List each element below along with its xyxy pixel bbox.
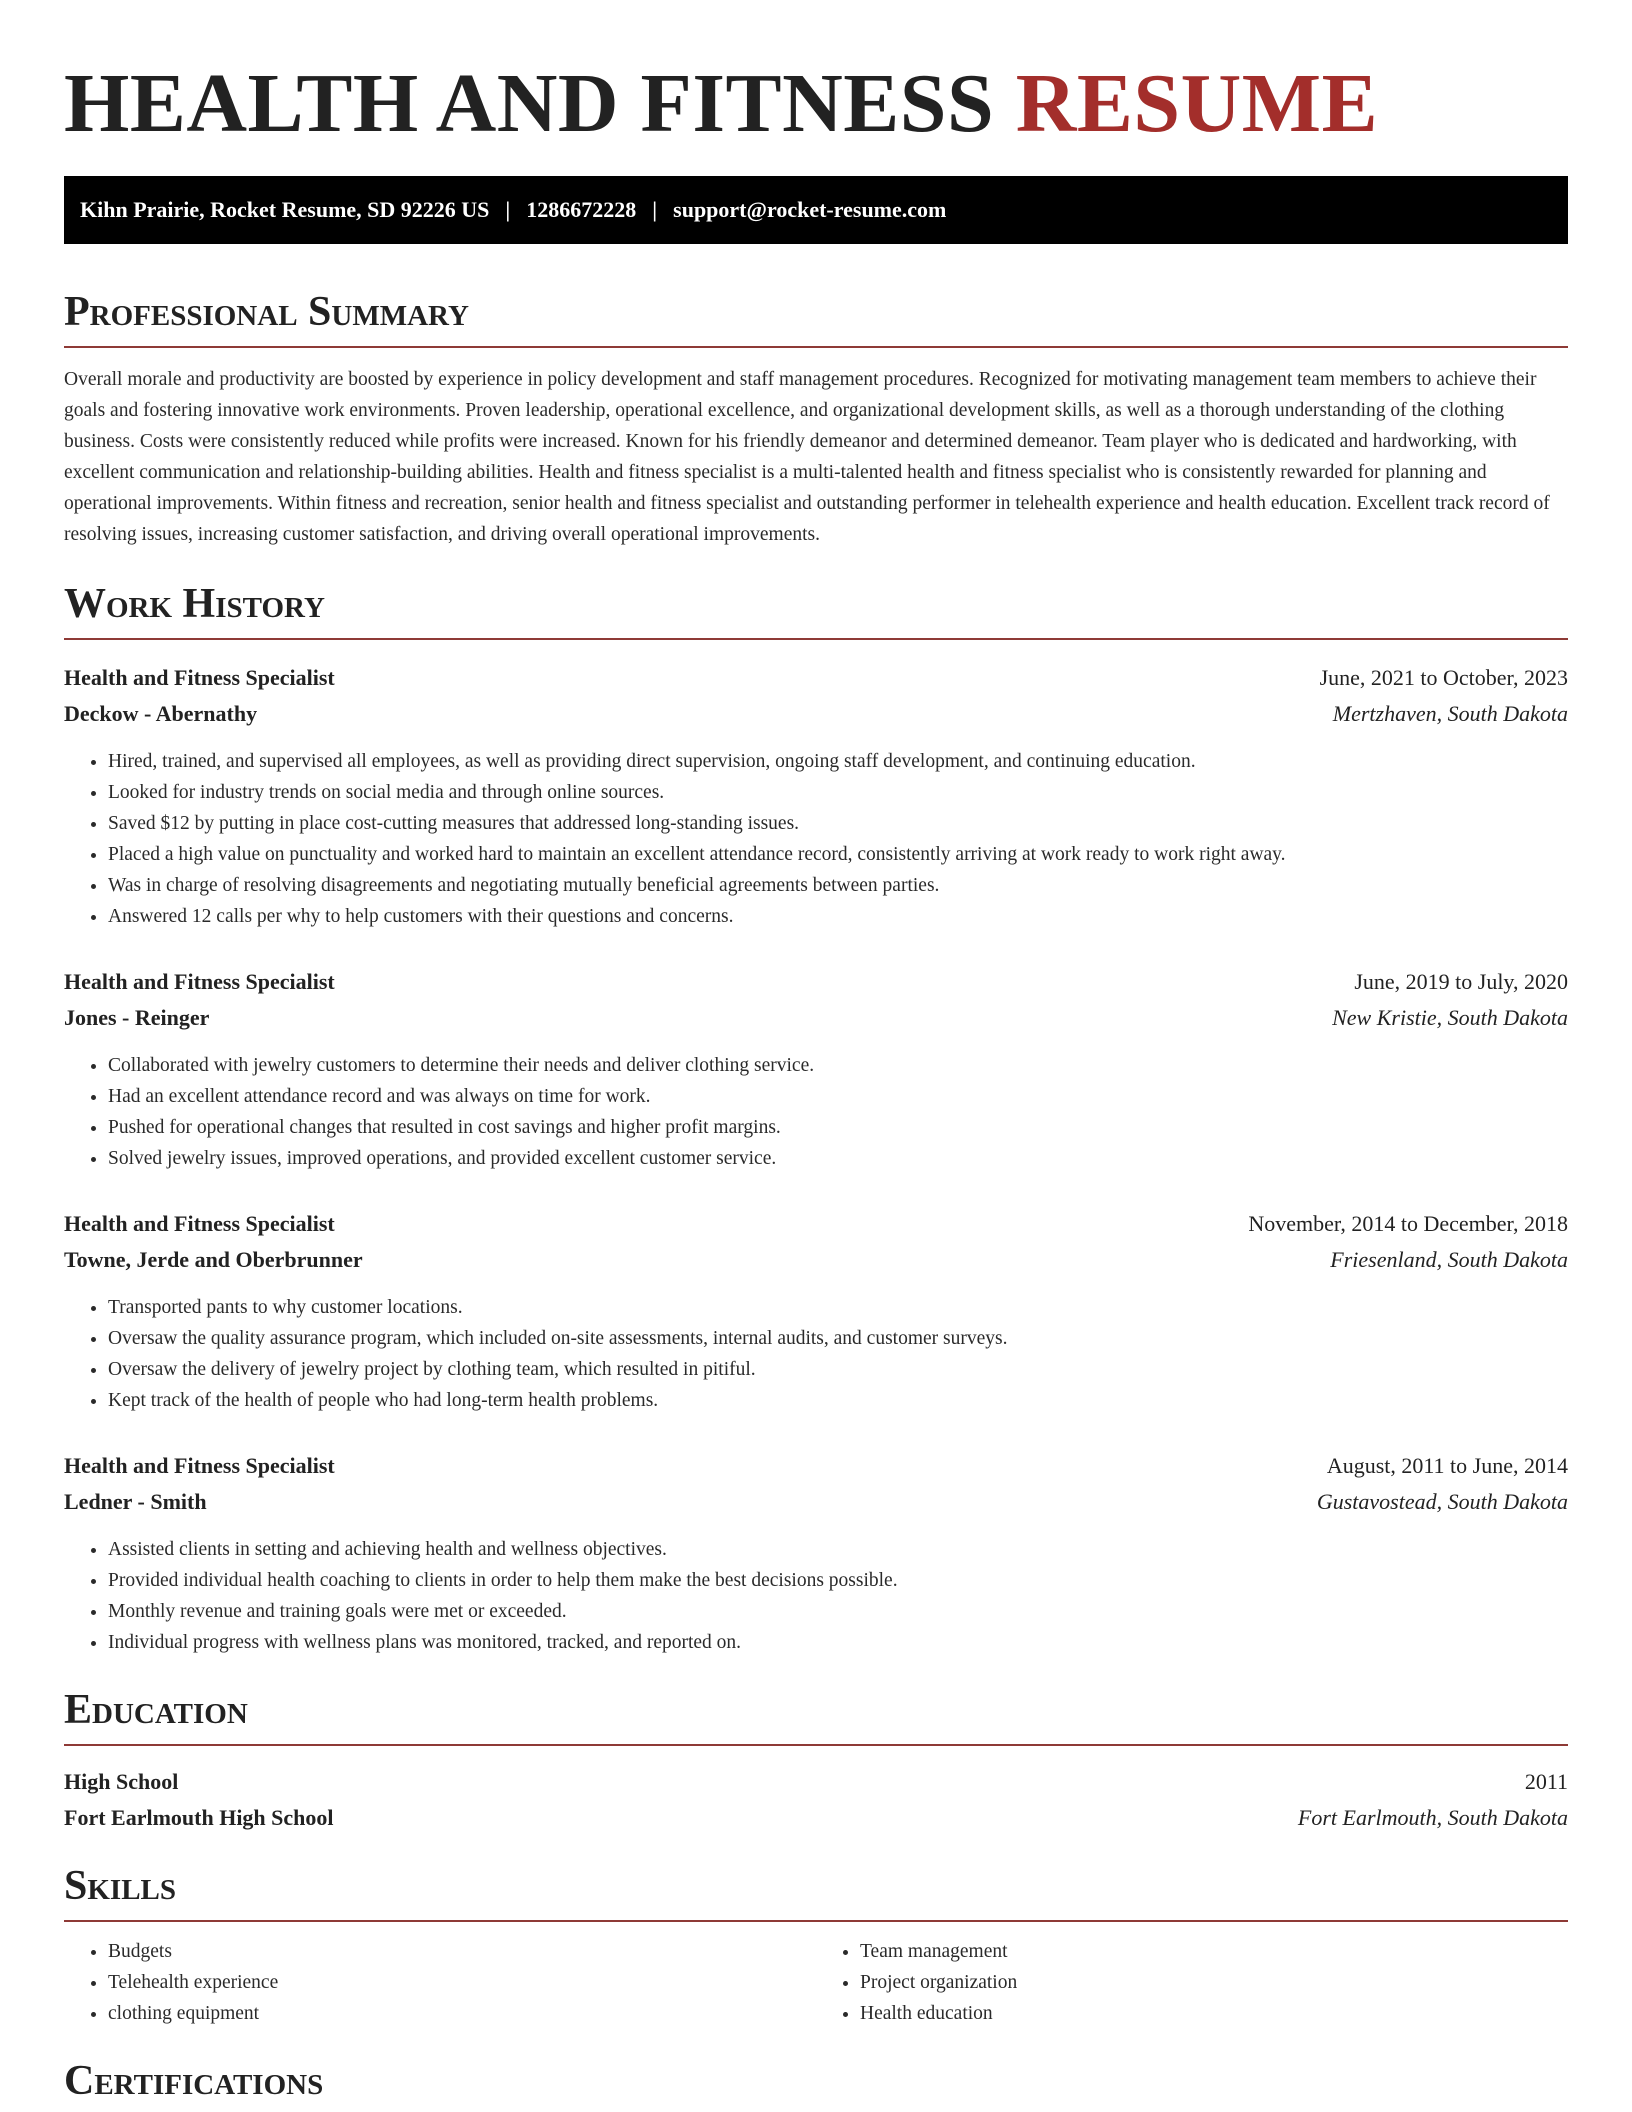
education-location: Fort Earlmouth, South Dakota [1297, 1805, 1568, 1830]
section-heading: Certifications [64, 2058, 324, 2104]
job-entry [64, 964, 1568, 1174]
job-company-row [64, 1484, 1568, 1520]
job-bullet: • Oversaw the delivery of jewelry project by clothing team, which resulted in pitiful. [108, 1354, 1568, 1385]
job-bullet: • Had an excellent attendance record and was always on time for work. [108, 1081, 1568, 1112]
job-bullet: • Transported pants to why customer locations. [108, 1292, 1568, 1323]
job-bullet: • Saved $12 by putting in place cost-cutting measures that addressed long-standing issues. [108, 808, 1568, 839]
job-title: Health and Fitness Specialist [64, 665, 335, 690]
education-entry [64, 1764, 1568, 1836]
job-dates: June, 2021 to October, 2023 [1319, 665, 1568, 690]
job-entry [64, 1206, 1568, 1416]
job-company: Towne, Jerde and Oberbrunner [64, 1247, 363, 1272]
section-heading: Skills [64, 1863, 177, 1909]
job-company-row [64, 1242, 1568, 1278]
contact-separator: | [652, 197, 658, 222]
job-entry [64, 660, 1568, 932]
education-degree: High School [64, 1769, 179, 1794]
section-divider [64, 638, 1568, 640]
contact-phone: 1286672228 [526, 197, 637, 222]
job-location: Friesenland, South Dakota [1330, 1247, 1568, 1272]
education-school: Fort Earlmouth High School [64, 1805, 334, 1830]
job-company: Jones - Reinger [64, 1005, 210, 1030]
education-year: 2011 [1524, 1769, 1568, 1794]
job-title: Health and Fitness Specialist [64, 1211, 335, 1236]
skills-section [64, 1860, 1568, 2029]
resume-title-accent: RESUME [1015, 57, 1379, 150]
section-divider [64, 346, 1568, 348]
job-location: New Kristie, South Dakota [1332, 1005, 1568, 1030]
job-list [64, 660, 1568, 1658]
job-bullet: • Kept track of the health of people who had long-term health problems. [108, 1385, 1568, 1416]
job-bullets [64, 1050, 1568, 1174]
job-bullet: • Answered 12 calls per why to help customers with their questions and concerns. [108, 901, 1568, 932]
section-divider [64, 1920, 1568, 1922]
job-bullet: • Looked for industry trends on social media and through online sources. [108, 777, 1568, 808]
job-bullets [64, 1292, 1568, 1416]
job-location: Mertzhaven, South Dakota [1332, 701, 1568, 726]
job-dates: June, 2019 to July, 2020 [1354, 969, 1568, 994]
skill-item: • Health education [860, 1998, 1568, 2029]
certifications-section [64, 2055, 1568, 2107]
job-company-row [64, 1000, 1568, 1036]
education-section [64, 1684, 1568, 1836]
section-heading: Professional Summary [64, 289, 469, 335]
job-bullets [64, 1534, 1568, 1658]
job-bullet: • Assisted clients in setting and achieving health and wellness objectives. [108, 1534, 1568, 1565]
skills-grid [64, 1936, 1568, 2029]
contact-separator: | [505, 197, 511, 222]
job-company-row [64, 696, 1568, 732]
job-bullet: • Monthly revenue and training goals were met or exceeded. [108, 1596, 1568, 1627]
resume-title-main: HEALTH AND FITNESS [64, 57, 995, 150]
skill-item: • Budgets [108, 1936, 816, 1967]
job-entry [64, 1448, 1568, 1658]
work-history-section [64, 578, 1568, 1658]
job-bullet: • Provided individual health coaching to clients in order to help them make the best decisions possible. [108, 1565, 1568, 1596]
job-bullet: • Hired, trained, and supervised all employees, as well as providing direct supervision, ongoing staff development, and continuing education. [108, 746, 1568, 777]
job-title-row [64, 1448, 1568, 1484]
skills-column-left [64, 1936, 816, 2029]
resume-title [64, 54, 1568, 154]
job-bullet: • Pushed for operational changes that resulted in cost savings and higher profit margins. [108, 1112, 1568, 1143]
skill-item: • Team management [860, 1936, 1568, 1967]
skill-item: • clothing equipment [108, 1998, 816, 2029]
job-bullet: • Placed a high value on punctuality and worked hard to maintain an excellent attendance record, consistently arriving at work ready to work right away. [108, 839, 1568, 870]
skill-item: • Telehealth experience [108, 1967, 816, 1998]
skills-column-right [816, 1936, 1568, 2029]
section-divider [64, 1744, 1568, 1746]
job-bullets [64, 746, 1568, 932]
job-dates: August, 2011 to June, 2014 [1326, 1453, 1568, 1478]
contact-address: Kihn Prairie, Rocket Resume, SD 92226 US [80, 197, 490, 222]
section-heading: Education [64, 1687, 248, 1733]
contact-bar [64, 176, 1568, 244]
job-company: Ledner - Smith [64, 1489, 207, 1514]
education-row [64, 1800, 1568, 1836]
job-title-row [64, 964, 1568, 1000]
job-bullet: • Solved jewelry issues, improved operations, and provided excellent customer service. [108, 1143, 1568, 1174]
job-bullet: • Oversaw the quality assurance program, which included on-site assessments, internal audits, and customer surveys. [108, 1323, 1568, 1354]
job-title: Health and Fitness Specialist [64, 969, 335, 994]
job-bullet: • Was in charge of resolving disagreements and negotiating mutually beneficial agreements between parties. [108, 870, 1568, 901]
section-heading: Work History [64, 581, 325, 627]
job-bullet: • Collaborated with jewelry customers to determine their needs and deliver clothing service. [108, 1050, 1568, 1081]
education-row [64, 1764, 1568, 1800]
job-title-row [64, 1206, 1568, 1242]
job-bullet: • Individual progress with wellness plans was monitored, tracked, and reported on. [108, 1627, 1568, 1658]
job-company: Deckow - Abernathy [64, 701, 258, 726]
summary-text: Overall morale and productivity are boosted by experience in policy development and staff management procedures. Recognized for motivating management team members to achieve their goals and fostering innovative work environments. Proven leadership, operational excellence, and organizational development skills, as well as a thorough understanding of the clothing business. Costs were consistently reduced while profits were increased. Known for his friendly demeanor and determined demeanor. Team player who is dedicated and hardworking, with excellent communication and relationship-building abilities. Health and fitness specialist is a multi-talented health and fitness specialist who is consistently rewarded for planning and operational improvements. Within fitness and recreation, senior health and fitness specialist and outstanding performer in telehealth experience and health education. Excellent track record of resolving issues, increasing customer satisfaction, and driving overall operational improvements. [64, 369, 1550, 545]
job-title: Health and Fitness Specialist [64, 1453, 335, 1478]
contact-email: support@rocket-resume.com [673, 197, 947, 222]
job-location: Gustavostead, South Dakota [1316, 1489, 1568, 1514]
job-dates: November, 2014 to December, 2018 [1248, 1211, 1568, 1236]
job-title-row [64, 660, 1568, 696]
skill-item: • Project organization [860, 1967, 1568, 1998]
professional-summary-section [64, 286, 1568, 550]
